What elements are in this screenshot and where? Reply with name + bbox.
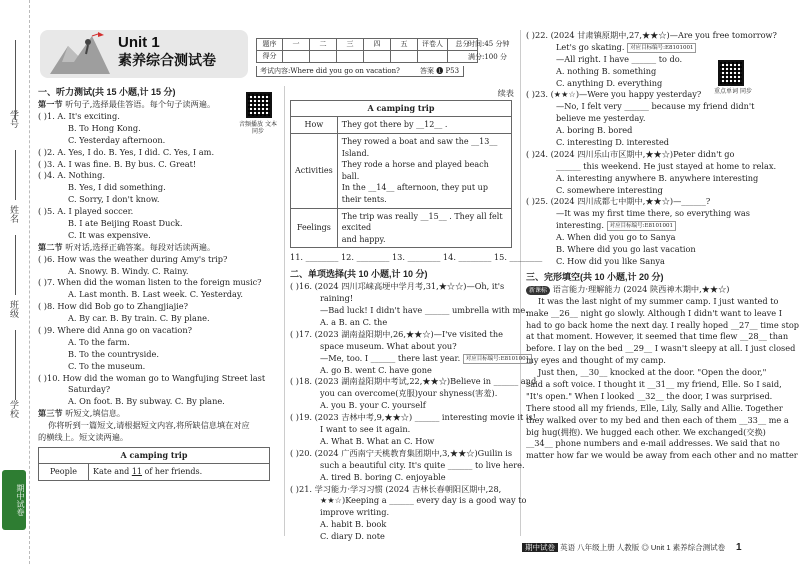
option: B. Yes, I did something.	[68, 182, 166, 193]
question-6: ( )6. How was the weather during Amy's trip?	[38, 253, 228, 264]
continued-label: 续表	[497, 88, 514, 98]
question-16-cont: —Bad luck! I didn't have ______ umbrella with me.	[320, 305, 528, 316]
camping-table-cont	[290, 100, 512, 249]
score-header-cell: 一	[283, 39, 310, 51]
row-label: Activities	[291, 134, 338, 209]
option: A. When did you go to Sanya	[556, 232, 676, 243]
row-label: Feelings	[291, 208, 338, 248]
score-cell[interactable]	[364, 51, 391, 63]
section-subtitle: 语言能力·理解能力 (2024 陕西神木期中,★★☆)	[552, 283, 730, 294]
test-subtitle: 素养综合测试卷	[118, 52, 216, 68]
answer-reference: 答案 ➊ P53	[420, 67, 460, 75]
qr-code-icon[interactable]	[718, 60, 744, 86]
passage-line: had to go back home the next day. I really hoped __27__ time stop	[526, 319, 800, 330]
passage-line: __34__ phone numbers and e-mail addresses. We said that no	[526, 438, 780, 449]
options: A. a B. an C. the	[320, 317, 388, 328]
column-divider	[284, 86, 285, 536]
time-and-marks	[468, 38, 510, 64]
question-21-cont: improve writing.	[320, 507, 390, 518]
options: A. Snowy. B. Windy. C. Rainy.	[68, 265, 189, 276]
question-24-cont: ______ this weekend. He just stayed at home to relax.	[556, 160, 777, 171]
question-21: ( )21. 学习能力·学习习惯 (2024 吉林长春朝阳区期中,28,	[290, 483, 502, 494]
margin-line	[15, 235, 16, 295]
part-instructions: 的横线上。短文读两遍。	[38, 431, 129, 442]
question-18: ( )18. (2023 湖南益阳期中考试,22,★★☆)Believe in ______ and	[290, 376, 537, 387]
options: A. What B. What an C. How	[320, 435, 435, 446]
question-17-cont: space museum. What about you?	[320, 340, 457, 351]
question-22-cont: Let's go skating.	[556, 41, 625, 52]
option: C. Yesterday afternoon.	[68, 134, 166, 145]
part-description: 听句子,选择最佳答语。每个句子读两遍。	[65, 99, 216, 110]
question-8: ( )8. How did Bob go to Zhangjiajie?	[38, 301, 188, 312]
option: B. Where did you go last vacation	[556, 244, 696, 255]
question-25-cont: —It was my first time there, so everything was	[556, 208, 750, 219]
options: A. boring B. bored	[556, 125, 633, 136]
question-5: ( )5. A. I played soccer.	[38, 206, 134, 217]
footer-info: 英语 八年级上册 人教版 ◎ Unit 1 素养综合测试卷	[560, 543, 726, 552]
question-4: ( )4. A. Nothing.	[38, 170, 105, 181]
options: C. diary D. note	[320, 531, 385, 542]
options: A. nothing B. something	[556, 65, 657, 76]
passage-line: before. I lay on the bed __29__ I wasn't sleepy at all. I just closed	[526, 343, 796, 354]
margin-line	[15, 40, 16, 120]
question-10: ( )10. How did the woman go to Wangfujing Street last	[38, 372, 266, 383]
curriculum-tag: 新课标	[526, 286, 550, 295]
margin-line	[15, 330, 16, 400]
camping-table	[38, 447, 270, 481]
options: A. By car. B. By train. C. By plane.	[68, 313, 210, 324]
row-text: of her friends.	[142, 467, 203, 477]
part-instructions: 你将听到一篇短文,请根据短文内容,将所缺信息填在对应	[48, 420, 250, 431]
blank-11[interactable]: 11	[131, 467, 143, 477]
row-content: They got there by __12__ .	[337, 117, 511, 134]
question-20-cont: such a beautiful city. It's quite ______ to live here.	[320, 459, 525, 470]
score-cell[interactable]	[337, 51, 364, 63]
question-9: ( )9. Where did Anna go on vacation?	[38, 324, 192, 335]
question-2: ( )2. A. Yes, I do. B. Yes, I did. C. Yes, I am.	[38, 146, 215, 157]
binding-margin	[0, 0, 30, 564]
question-7: ( )7. When did the woman listen to the foreign music?	[38, 277, 262, 288]
question-23-cont: believe me yesterday.	[556, 113, 646, 124]
target-ticket: 对应目标编号:E8101001	[627, 43, 696, 53]
passage-line: make __26__ night go slowly. Although I didn't want to leave I	[526, 307, 782, 318]
question-21-cont: ★★☆)Keeping a ______ every day is a good way to	[320, 495, 527, 506]
row-label: How	[291, 117, 338, 134]
row-line: In the __14__ afternoon, they put up their tents.	[341, 183, 488, 205]
option: A. To the farm.	[68, 336, 130, 347]
score-header-cell: 四	[364, 39, 391, 51]
row-content	[337, 208, 511, 248]
option: B. I ate Beijing Roast Duck.	[68, 217, 183, 228]
option: B. To the countryside.	[68, 348, 159, 359]
row-label: People	[39, 464, 89, 481]
question-20: ( )20. (2024 广西南宁天桃教育集团期中,3,★★☆)Guilin is	[290, 447, 513, 458]
score-header-cell: 三	[337, 39, 364, 51]
question-19-cont: I want to see it again.	[320, 424, 411, 435]
passage-line: It was the last night of my summer camp. I just wanted to	[538, 295, 779, 306]
passage-line: There stood all my friends, Elle, Lily, Sally and Allie. Together	[526, 402, 783, 413]
row-content	[337, 134, 511, 209]
score-header-cell: 评卷人	[418, 39, 448, 51]
question-16-cont: raining!	[320, 293, 354, 304]
question-10-cont: Saturday?	[68, 384, 111, 395]
table-title: A camping trip	[39, 447, 270, 464]
page-number: 1	[736, 542, 742, 553]
option: B. To Hong Kong.	[68, 122, 141, 133]
margin-line	[15, 150, 16, 200]
full-marks: 满分:100 分	[468, 53, 507, 61]
question-24: ( )24. (2024 四川乐山市区期中,★★☆)Peter didn't go	[526, 148, 735, 159]
question-19: ( )19. (2023 吉林中考,9,★★☆) ______ interesting movie it is!	[290, 412, 536, 423]
page-footer	[522, 543, 725, 554]
options: C. anything D. everything	[556, 77, 663, 88]
climber-illustration-icon	[48, 32, 112, 76]
score-header-cell: 题序	[257, 39, 283, 51]
question-18-cont: you can overcome(克服)your shyness(害羞).	[320, 388, 498, 399]
row-text: Kate and	[93, 467, 132, 477]
part-description: 听对话,选择正确答案。每段对话读两遍。	[65, 241, 216, 252]
options: A. tired B. boring C. enjoyable	[320, 471, 446, 482]
question-1: ( )1. A. It's exciting.	[38, 110, 120, 121]
question-23: ( )23. (★★☆)—Were you happy yesterday?	[526, 89, 702, 100]
passage-line: they walked over to my bed and then each of them __33__ me a	[526, 414, 789, 425]
column-listening	[38, 86, 276, 481]
row-line: They rode a horse and played beach ball.	[341, 160, 489, 181]
school-label: 学校	[8, 400, 19, 418]
table-title: A camping trip	[291, 100, 512, 117]
option: C. To the museum.	[68, 360, 146, 371]
option: C. How did you like Sanya	[556, 255, 665, 266]
options: A. go B. went C. have gone	[320, 364, 432, 375]
brand-badge: 期中试卷	[2, 470, 26, 530]
row-line: They rowed a boat and saw the __13__ Island.	[341, 137, 498, 158]
question-25: ( )25. (2024 四川成都七中期中,★★☆)—______?	[526, 196, 711, 207]
passage-line: said a soft voice. I thought it __31__ my friend, Elle. So I said,	[526, 378, 782, 389]
answer-blanks[interactable]: 11. ________ 12. ________ 13. ________ 14. ________ 15. ________	[290, 252, 543, 263]
part-title: 第二节	[38, 241, 63, 252]
question-25-cont: interesting.	[556, 220, 605, 231]
target-ticket: 对应目标编号:E8101001	[607, 221, 676, 231]
qr-caption: 重点单词 同步	[714, 88, 752, 95]
score-cell[interactable]	[418, 51, 448, 63]
qr-code-icon[interactable]	[246, 92, 272, 118]
cloze-passage	[526, 295, 800, 462]
passage-line: matter how far we would be away from each other and no matter	[526, 450, 798, 461]
section-title: 三、完形填空(共 10 小题,计 20 分)	[526, 271, 664, 282]
class-label: 班级	[8, 300, 19, 318]
qr-caption: 音频播放 文本同步	[239, 121, 277, 136]
question-17: ( )17. (2023 湖南益阳期中,26,★★☆)—I've visited the	[290, 328, 503, 339]
part-title: 第三节	[38, 408, 63, 419]
options: A. you B. your C. yourself	[320, 400, 426, 411]
score-row-label: 得分	[257, 51, 283, 63]
score-cell[interactable]	[310, 51, 337, 63]
options: A. On foot. B. By subway. C. By plane.	[68, 396, 225, 407]
options: A. interesting anywhere B. anywhere interesting	[556, 172, 759, 183]
question-22-cont: —All right. I have ______ to do.	[556, 53, 683, 64]
passage-line: big hug(拥抱). We hugged each other. We exchanged(交换)	[526, 426, 766, 437]
score-header-cell: 二	[310, 39, 337, 51]
footer-brand: 期中试卷	[522, 543, 558, 552]
section-title: 一、听力测试(共 15 小题,计 15 分)	[38, 87, 176, 97]
exam-content: 考试内容:Where did you go on vacation?	[256, 66, 464, 77]
score-cell[interactable]	[391, 51, 418, 63]
passage-line: "It's open." When I looked __32__ the door, I was surprised.	[526, 390, 773, 401]
question-17-cont: —Me, too. I ______ there last year.	[320, 352, 461, 363]
question-23-cont: —No, I felt very ______ because my friend didn't	[556, 101, 755, 112]
score-header-cell: 总分	[448, 39, 478, 51]
section-title: 二、单项选择(共 10 小题,计 10 分)	[290, 269, 428, 280]
question-22: ( )22. (2024 甘肃镇原期中,27,★★☆)—Are you free tomorrow?	[526, 30, 777, 40]
row-line: and happy.	[341, 234, 386, 244]
passage-line: at that moment. However, it seemed that time flew __28__ than	[526, 331, 789, 342]
name-label: 姓名	[8, 205, 19, 223]
part-title: 第一节	[38, 99, 63, 110]
score-cell[interactable]	[283, 51, 310, 63]
unit-title: Unit 1	[118, 34, 160, 51]
student-id-label: 学号	[8, 110, 19, 128]
column-cloze	[526, 30, 800, 462]
passage-line: my eyes and thought of my camp.	[526, 355, 666, 366]
options: A. habit B. book	[320, 519, 387, 530]
options: C. interesting D. interested	[556, 137, 670, 148]
question-3: ( )3. A. I was fine. B. By bus. C. Great!	[38, 158, 197, 169]
options: A. Last month. B. Last week. C. Yesterday.	[68, 289, 243, 300]
row-line: The trip was really __15__ . They all felt excited	[341, 211, 503, 233]
score-table	[256, 38, 478, 63]
time-limit: 时间:45 分钟	[468, 40, 510, 48]
passage-line: Just then, __30__ knocked at the door. "Open the door,"	[538, 367, 767, 378]
score-header-cell: 五	[391, 39, 418, 51]
option: C. It was expensive.	[68, 229, 151, 240]
option: C. Sorry, I don't know.	[68, 194, 160, 205]
row-content	[89, 464, 270, 481]
options: C. somewhere interesting	[556, 184, 663, 195]
header-banner	[40, 30, 248, 78]
target-ticket: 对应目标编号:E8101001	[463, 354, 532, 364]
part-description: 听短文,填信息。	[65, 408, 126, 419]
question-16: ( )16. (2024 四川邛崃高埂中学月考,31,★☆☆)—Oh, it's	[290, 281, 505, 292]
